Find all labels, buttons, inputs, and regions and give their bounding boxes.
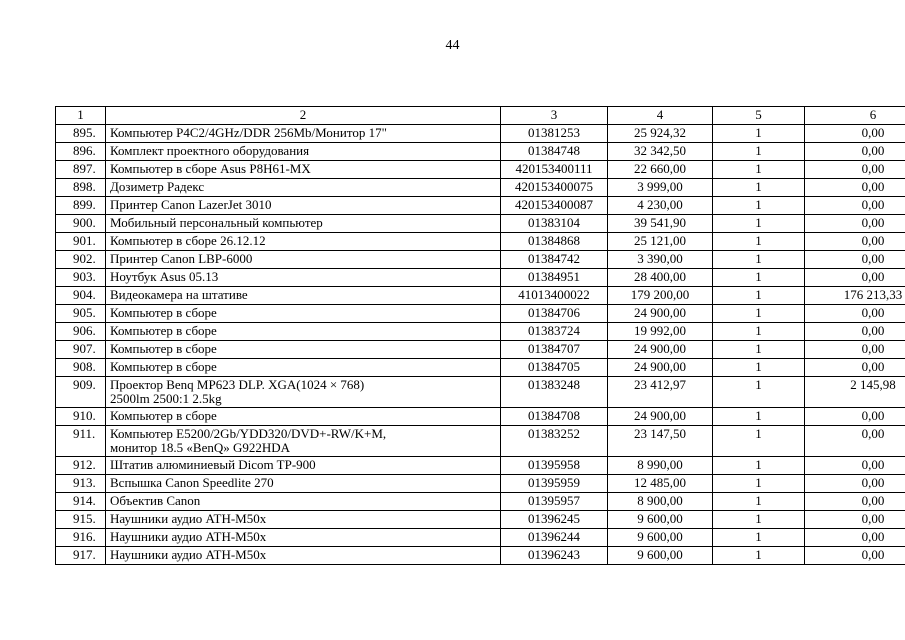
table-row: [56, 233, 905, 251]
quantity-value: 1: [713, 457, 805, 475]
inventory-code: 01396243: [501, 547, 608, 565]
quantity-value: 1: [713, 475, 805, 493]
cost-value: 23 412,97: [608, 377, 713, 408]
item-name: Наушники аудио ATH-M50x: [106, 529, 501, 547]
inventory-code: 420153400075: [501, 179, 608, 197]
table-row: [56, 143, 905, 161]
column-header: 1: [56, 107, 106, 125]
item-name: Штатив алюминиевый Dicom TP-900: [106, 457, 501, 475]
residual-value: 0,00: [805, 475, 905, 493]
row-number: 913.: [56, 475, 106, 493]
item-name: Компьютер в сборе: [106, 305, 501, 323]
inventory-code: 420153400111: [501, 161, 608, 179]
item-name-line: монитор 18.5 «BenQ» G922HDA: [110, 440, 291, 455]
row-number: 915.: [56, 511, 106, 529]
quantity-value: 1: [713, 359, 805, 377]
inventory-code: 01384708: [501, 408, 608, 426]
item-name: Объектив Canon: [106, 493, 501, 511]
item-name: Компьютер P4C2/4GHz/DDR 256Mb/Монитор 17": [106, 125, 501, 143]
item-name: Принтер Canon LazerJet 3010: [106, 197, 501, 215]
residual-value: 0,00: [805, 197, 905, 215]
row-number: 917.: [56, 547, 106, 565]
inventory-code: 01384748: [501, 143, 608, 161]
row-number: 909.: [56, 377, 106, 408]
residual-value: 0,00: [805, 323, 905, 341]
row-number: 904.: [56, 287, 106, 305]
item-name: [106, 377, 501, 408]
inventory-code: 01395958: [501, 457, 608, 475]
residual-value: 0,00: [805, 408, 905, 426]
row-number: 899.: [56, 197, 106, 215]
quantity-value: 1: [713, 341, 805, 359]
cost-value: 8 990,00: [608, 457, 713, 475]
item-name: Дозиметр Радекс: [106, 179, 501, 197]
column-header: 4: [608, 107, 713, 125]
quantity-value: 1: [713, 251, 805, 269]
quantity-value: 1: [713, 377, 805, 408]
quantity-value: 1: [713, 408, 805, 426]
residual-value: 0,00: [805, 251, 905, 269]
table-row: [56, 305, 905, 323]
inventory-code: 01383104: [501, 215, 608, 233]
inventory-code: 01396244: [501, 529, 608, 547]
inventory-code: 01384868: [501, 233, 608, 251]
table-row: [56, 377, 905, 408]
cost-value: 28 400,00: [608, 269, 713, 287]
cost-value: 19 992,00: [608, 323, 713, 341]
residual-value: 0,00: [805, 269, 905, 287]
cost-value: 25 924,32: [608, 125, 713, 143]
column-header: 5: [713, 107, 805, 125]
residual-value: 0,00: [805, 305, 905, 323]
table-row: [56, 457, 905, 475]
row-number: 908.: [56, 359, 106, 377]
item-name: Компьютер в сборе: [106, 323, 501, 341]
item-name: Компьютер в сборе: [106, 341, 501, 359]
quantity-value: 1: [713, 125, 805, 143]
quantity-value: 1: [713, 179, 805, 197]
table-row: [56, 161, 905, 179]
item-name-line: 2500lm 2500:1 2.5kg: [110, 391, 222, 406]
inventory-code: 41013400022: [501, 287, 608, 305]
inventory-code: 01384706: [501, 305, 608, 323]
residual-value: 176 213,33: [805, 287, 905, 305]
table-header-row: [56, 107, 905, 125]
row-number: 901.: [56, 233, 106, 251]
inventory-code: 01383252: [501, 426, 608, 457]
cost-value: 3 999,00: [608, 179, 713, 197]
residual-value: 0,00: [805, 233, 905, 251]
inventory-code: 01396245: [501, 511, 608, 529]
cost-value: 3 390,00: [608, 251, 713, 269]
inventory-code: 01384951: [501, 269, 608, 287]
item-name-line: Компьютер E5200/2Gb/YDD320/DVD+-RW/K+M,: [110, 426, 387, 441]
cost-value: 22 660,00: [608, 161, 713, 179]
residual-value: 0,00: [805, 547, 905, 565]
quantity-value: 1: [713, 143, 805, 161]
item-name: Ноутбук Asus 05.13: [106, 269, 501, 287]
quantity-value: 1: [713, 233, 805, 251]
inventory-code: 01395957: [501, 493, 608, 511]
residual-value: 0,00: [805, 143, 905, 161]
quantity-value: 1: [713, 269, 805, 287]
item-name: Комплект проектного оборудования: [106, 143, 501, 161]
cost-value: 9 600,00: [608, 511, 713, 529]
column-header: 2: [106, 107, 501, 125]
quantity-value: 1: [713, 161, 805, 179]
cost-value: 9 600,00: [608, 529, 713, 547]
table-row: [56, 493, 905, 511]
row-number: 914.: [56, 493, 106, 511]
row-number: 900.: [56, 215, 106, 233]
cost-value: 24 900,00: [608, 359, 713, 377]
item-name: Компьютер в сборе: [106, 408, 501, 426]
table-row: [56, 125, 905, 143]
row-number: 910.: [56, 408, 106, 426]
table-row: [56, 529, 905, 547]
quantity-value: 1: [713, 493, 805, 511]
row-number: 903.: [56, 269, 106, 287]
row-number: 895.: [56, 125, 106, 143]
row-number: 905.: [56, 305, 106, 323]
row-number: 897.: [56, 161, 106, 179]
residual-value: 0,00: [805, 341, 905, 359]
cost-value: 24 900,00: [608, 408, 713, 426]
table-row: [56, 547, 905, 565]
quantity-value: 1: [713, 529, 805, 547]
quantity-value: 1: [713, 323, 805, 341]
table-row: [56, 197, 905, 215]
row-number: 916.: [56, 529, 106, 547]
quantity-value: 1: [713, 287, 805, 305]
item-name: [106, 426, 501, 457]
residual-value: 0,00: [805, 426, 905, 457]
cost-value: 4 230,00: [608, 197, 713, 215]
residual-value: 0,00: [805, 359, 905, 377]
row-number: 896.: [56, 143, 106, 161]
table-row: [56, 341, 905, 359]
residual-value: 2 145,98: [805, 377, 905, 408]
inventory-code: 01381253: [501, 125, 608, 143]
residual-value: 0,00: [805, 493, 905, 511]
residual-value: 0,00: [805, 529, 905, 547]
residual-value: 0,00: [805, 215, 905, 233]
item-name: Наушники аудио ATH-M50x: [106, 511, 501, 529]
residual-value: 0,00: [805, 179, 905, 197]
item-name: Компьютер в сборе Asus P8H61-MX: [106, 161, 501, 179]
item-name-line: Проектор Benq MP623 DLP. XGA(1024 × 768): [110, 377, 365, 392]
table-row: [56, 426, 905, 457]
cost-value: 24 900,00: [608, 341, 713, 359]
item-name: Компьютер в сборе 26.12.12: [106, 233, 501, 251]
inventory-table: [55, 106, 905, 565]
column-header: 6: [805, 107, 905, 125]
inventory-code: 01395959: [501, 475, 608, 493]
table-row: [56, 269, 905, 287]
residual-value: 0,00: [805, 125, 905, 143]
item-name: Мобильный персональный компьютер: [106, 215, 501, 233]
cost-value: 23 147,50: [608, 426, 713, 457]
quantity-value: 1: [713, 426, 805, 457]
quantity-value: 1: [713, 215, 805, 233]
cost-value: 24 900,00: [608, 305, 713, 323]
cost-value: 8 900,00: [608, 493, 713, 511]
row-number: 911.: [56, 426, 106, 457]
quantity-value: 1: [713, 305, 805, 323]
table-row: [56, 251, 905, 269]
item-name: Видеокамера на штативе: [106, 287, 501, 305]
page-number: 44: [445, 38, 460, 53]
item-name: Наушники аудио ATH-M50x: [106, 547, 501, 565]
item-name: Вспышка Canon Speedlite 270: [106, 475, 501, 493]
table-row: [56, 475, 905, 493]
row-number: 907.: [56, 341, 106, 359]
residual-value: 0,00: [805, 511, 905, 529]
cost-value: 12 485,00: [608, 475, 713, 493]
inventory-code: 01383248: [501, 377, 608, 408]
cost-value: 9 600,00: [608, 547, 713, 565]
quantity-value: 1: [713, 547, 805, 565]
quantity-value: 1: [713, 197, 805, 215]
table-row: [56, 287, 905, 305]
column-header: 3: [501, 107, 608, 125]
cost-value: 25 121,00: [608, 233, 713, 251]
table-row: [56, 179, 905, 197]
table-row: [56, 408, 905, 426]
quantity-value: 1: [713, 511, 805, 529]
cost-value: 39 541,90: [608, 215, 713, 233]
row-number: 898.: [56, 179, 106, 197]
cost-value: 32 342,50: [608, 143, 713, 161]
table-row: [56, 511, 905, 529]
inventory-code: 01384742: [501, 251, 608, 269]
table-row: [56, 323, 905, 341]
inventory-code: 01383724: [501, 323, 608, 341]
row-number: 912.: [56, 457, 106, 475]
row-number: 906.: [56, 323, 106, 341]
cost-value: 179 200,00: [608, 287, 713, 305]
inventory-code: 420153400087: [501, 197, 608, 215]
inventory-code: 01384705: [501, 359, 608, 377]
table-row: [56, 215, 905, 233]
residual-value: 0,00: [805, 457, 905, 475]
table-row: [56, 359, 905, 377]
item-name: Принтер Canon LBP-6000: [106, 251, 501, 269]
residual-value: 0,00: [805, 161, 905, 179]
row-number: 902.: [56, 251, 106, 269]
inventory-code: 01384707: [501, 341, 608, 359]
item-name: Компьютер в сборе: [106, 359, 501, 377]
